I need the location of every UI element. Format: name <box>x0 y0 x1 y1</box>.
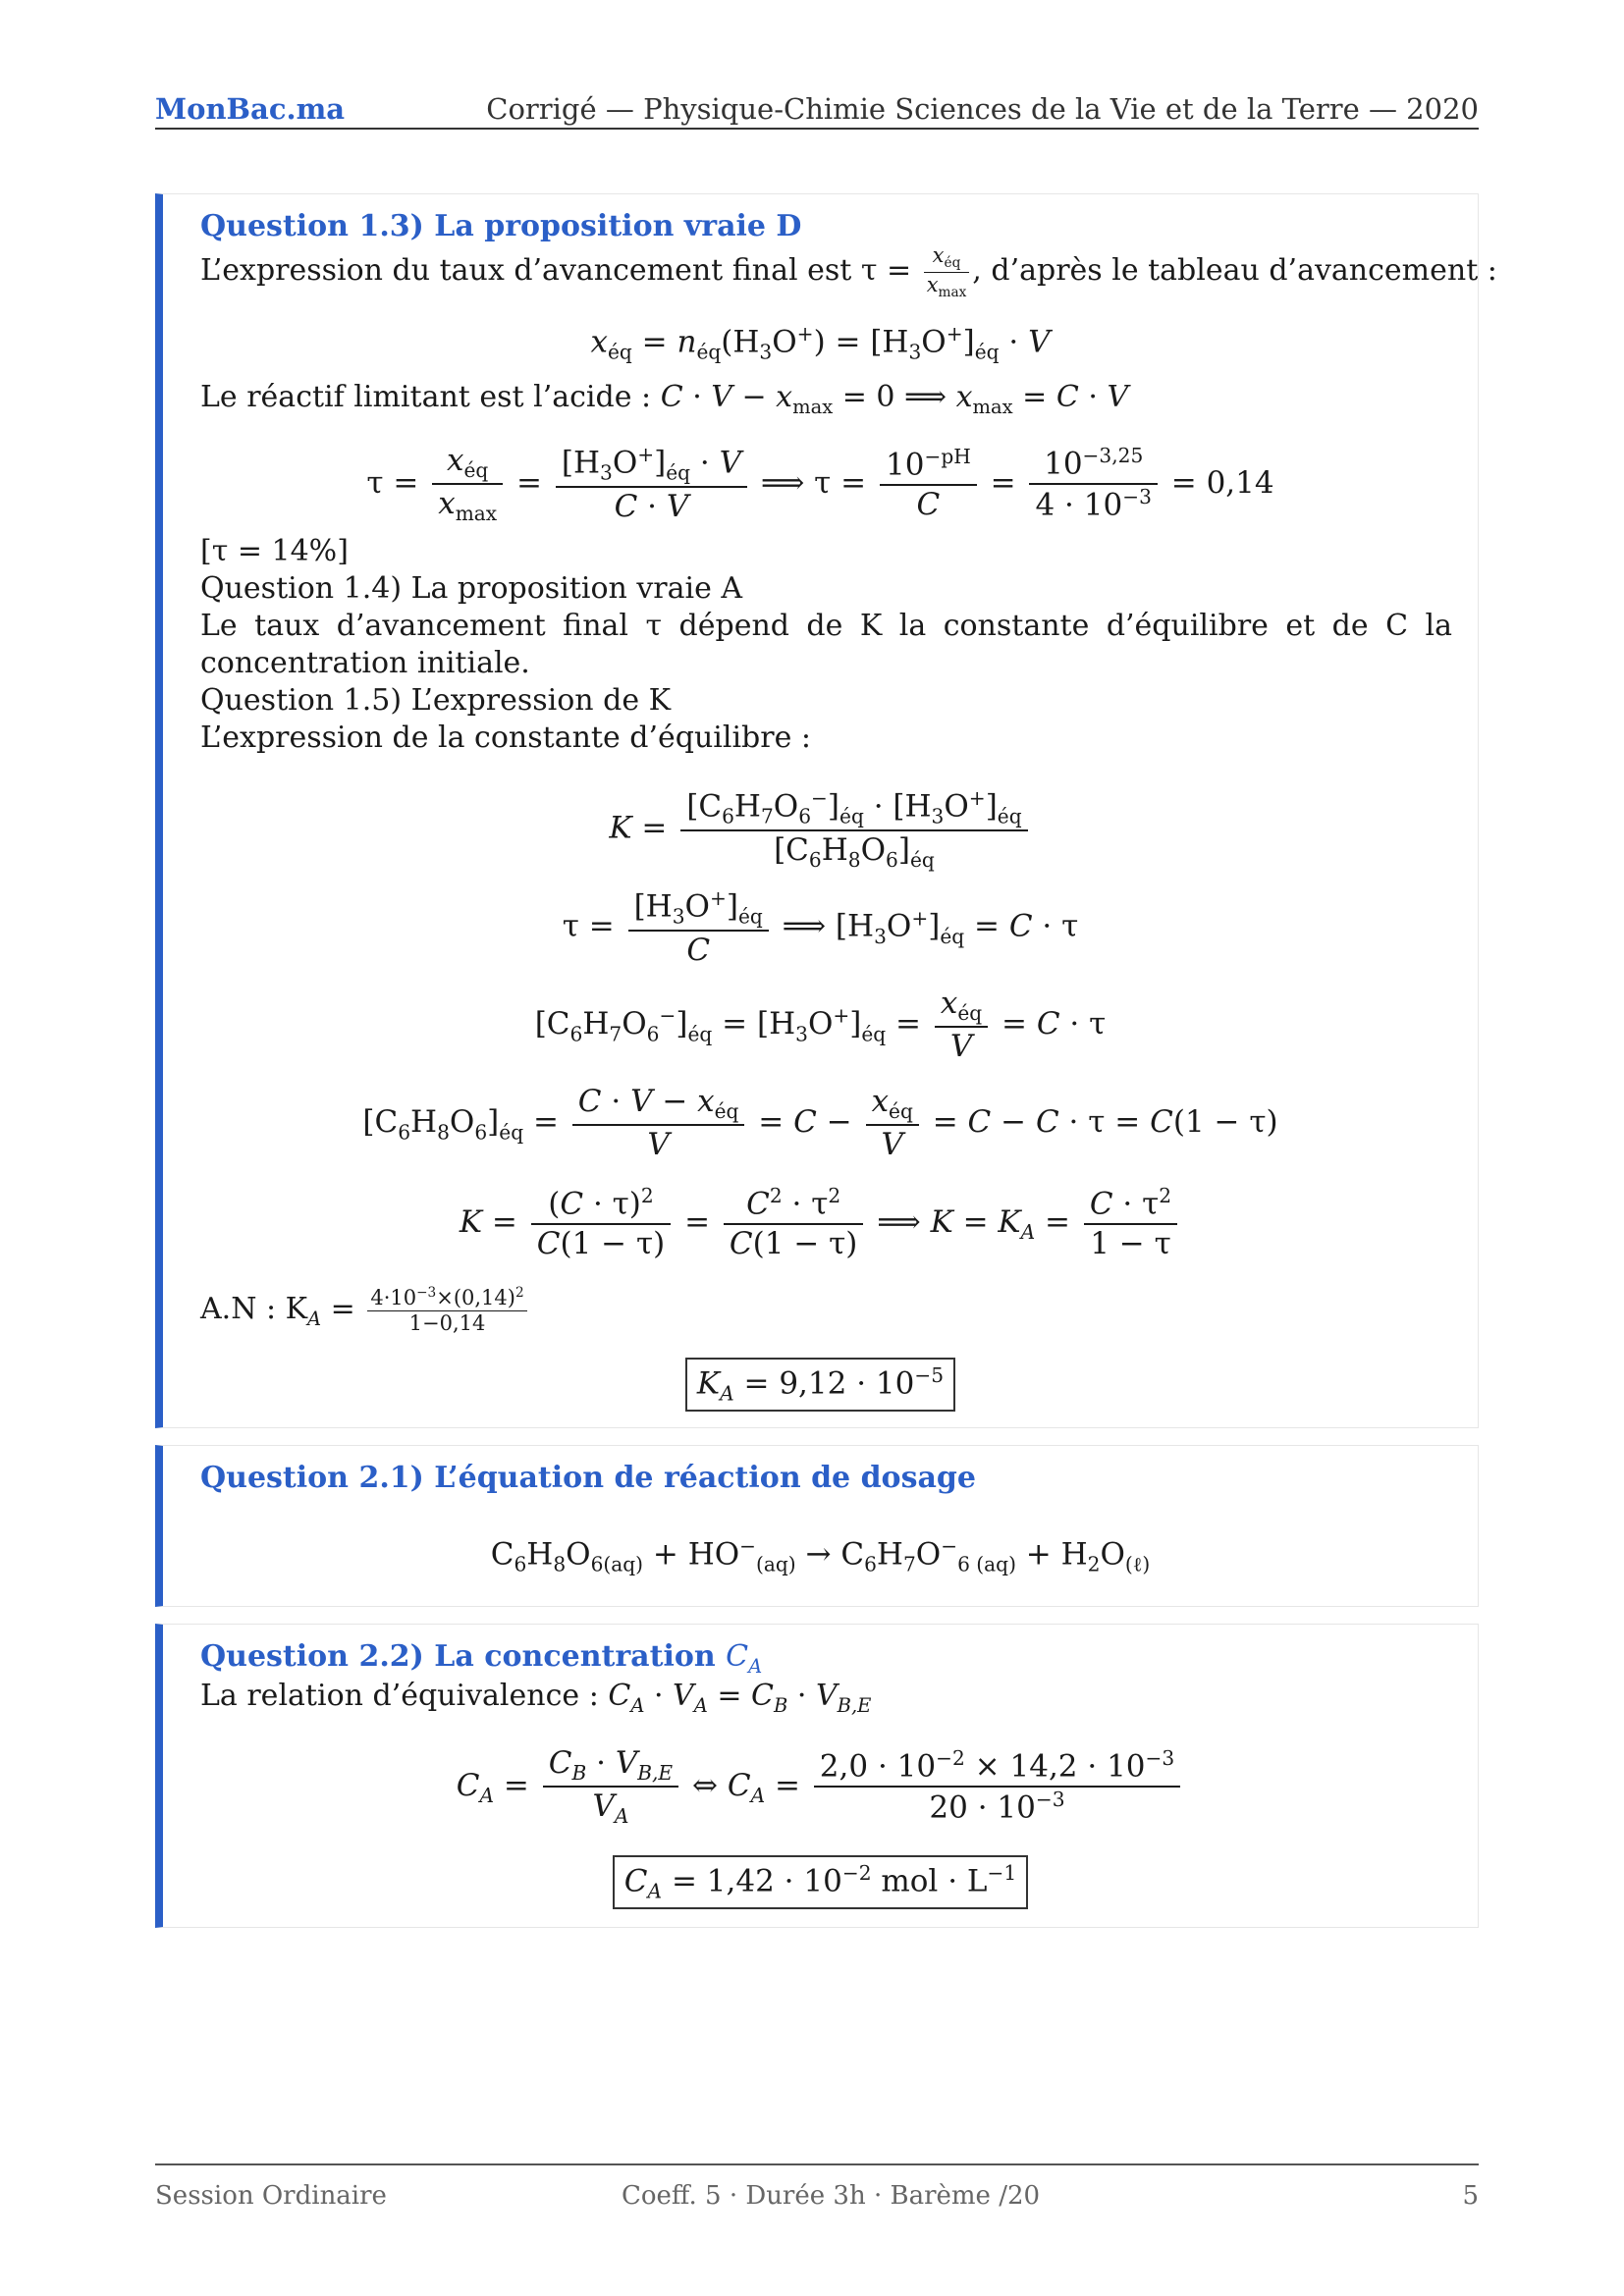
q13-heading: Question 1.3) La proposition vraie D <box>200 209 802 243</box>
q15-text: L’expression de la constante d’équilibre : <box>200 721 811 755</box>
eq-K: K = $\frac{[C_6H_7O_6^-]_{éq} \cdot [H_3O^+]_{éq}}{[C_6H_8O_6]_{éq}}$ <box>163 786 1478 873</box>
eq-H3O: τ = $\frac{[H_3O^+]_{éq}}{C}$ ⟹ $[H_3O^+]_{éq} = C \cdot \tau$ <box>562 886 1079 968</box>
q15-an: A.N : $K_A$ = $\frac{4\cdot 10^{-3}\times(0,14)^2}{1-0,14}$ <box>200 1285 1452 1338</box>
page-footer <box>155 2163 1479 2211</box>
q14-heading: Question 1.4) La proposition vraie A <box>200 571 743 606</box>
page-header <box>155 88 1479 130</box>
footer-session: Session Ordinaire <box>155 2181 387 2211</box>
q21-heading: Question 2.1) L’équation de réaction de dosage <box>200 1461 976 1495</box>
q14-text: Le taux d’avancement final τ dépend de K la constante d’équilibre et de C la concentration initiale. <box>200 609 1452 680</box>
eq-tau: τ = $\frac{x_{éq}}{x_{max}}$ = $\frac{[H_3O^+]_{éq} \cdot V}{C \cdot V}$ ⟹ τ = $\frac{10^{-pH}}{C}$ = $\frac{10^{-3,25}}{4 \cdot 10^{-3}}$ = 0,14 <box>366 443 1274 526</box>
q15-heading: Question 1.5) L’expression de K <box>200 683 672 718</box>
solution-box-q22 <box>155 1624 1479 1928</box>
eq-dosage: $C_6H_8O_{6(aq)} + HO^-_{(aq)} \to C_6H_7O^-_{6 (aq)} + H_2O_{(\ell)}$ <box>490 1534 1151 1576</box>
q22-text: La relation d’équivalence : $C_A \cdot V_A = C_B \cdot V_{B,E}$ <box>200 1679 872 1717</box>
q15-result: $K_A = 9,12 \cdot 10^{-5}$ <box>163 1358 1478 1412</box>
eq-acid: $[C_6H_8O_6]_{éq}$ = $\frac{C \cdot V - x_{éq}}{V}$ = C − $\frac{x_{éq}}{V}$ = C − C · τ = C(1 − τ) <box>362 1084 1278 1163</box>
q13-block <box>200 209 1497 300</box>
footer-info: Coeff. 5 · Durée 3h · Barème /20 <box>622 2181 1041 2211</box>
solution-box-q1 <box>155 193 1497 1428</box>
q13-limiting: Le réactif limitant est l’acide : $C \cdot V - x_{max} = 0$ ⟹ $x_{max} = C \cdot V$ <box>200 380 1129 418</box>
q22-heading: Question 2.2) La concentration $C_A$ <box>200 1639 763 1678</box>
q13-result: [τ = 14%] <box>200 534 349 568</box>
eq-CA: $C_A$ = $\frac{C_B \cdot V_{B,E}}{V_A}$ ⇔ $C_A$ = $\frac{2,0 \cdot 10^{-2} \times 14,2 \cdot 10^{-3}}{20 \cdot 10^{-3}}$ <box>163 1744 1478 1830</box>
eq-KA: K = $\frac{(C \cdot \tau)^2}{C(1 - \tau)}$ = $\frac{C^2 \cdot \tau^2}{C(1 - \tau)}$ ⟹ $K = K_A$ = $\frac{C \cdot \tau^2}{1 - \tau}$ <box>163 1184 1478 1263</box>
brand-logo: MonBac.ma <box>155 92 346 126</box>
eq-xeq: $x_{éq} = n_{éq}(H_3O^+) = [H_3O^+]_{éq} \cdot V$ <box>590 322 1051 364</box>
page-number: 5 <box>1462 2181 1479 2211</box>
q22-result: $C_A = 1,42 \cdot 10^{-2}$ mol · $L^{-1}$ <box>163 1855 1478 1909</box>
header-title: Corrigé — Physique-Chimie Sciences de la Vie et de la Terre — 2020 <box>486 92 1479 126</box>
eq-base: $[C_6H_7O_6^-]_{éq} = [H_3O^+]_{éq}$ = $\frac{x_{éq}}{V}$ = C · τ <box>534 986 1107 1065</box>
q13-intro: L’expression du taux d’avancement final est τ = $x_{éq}$ $x_{max}$ , d’après le tableau d’avancement : <box>200 243 1497 300</box>
solution-box-q21 <box>155 1445 1479 1607</box>
